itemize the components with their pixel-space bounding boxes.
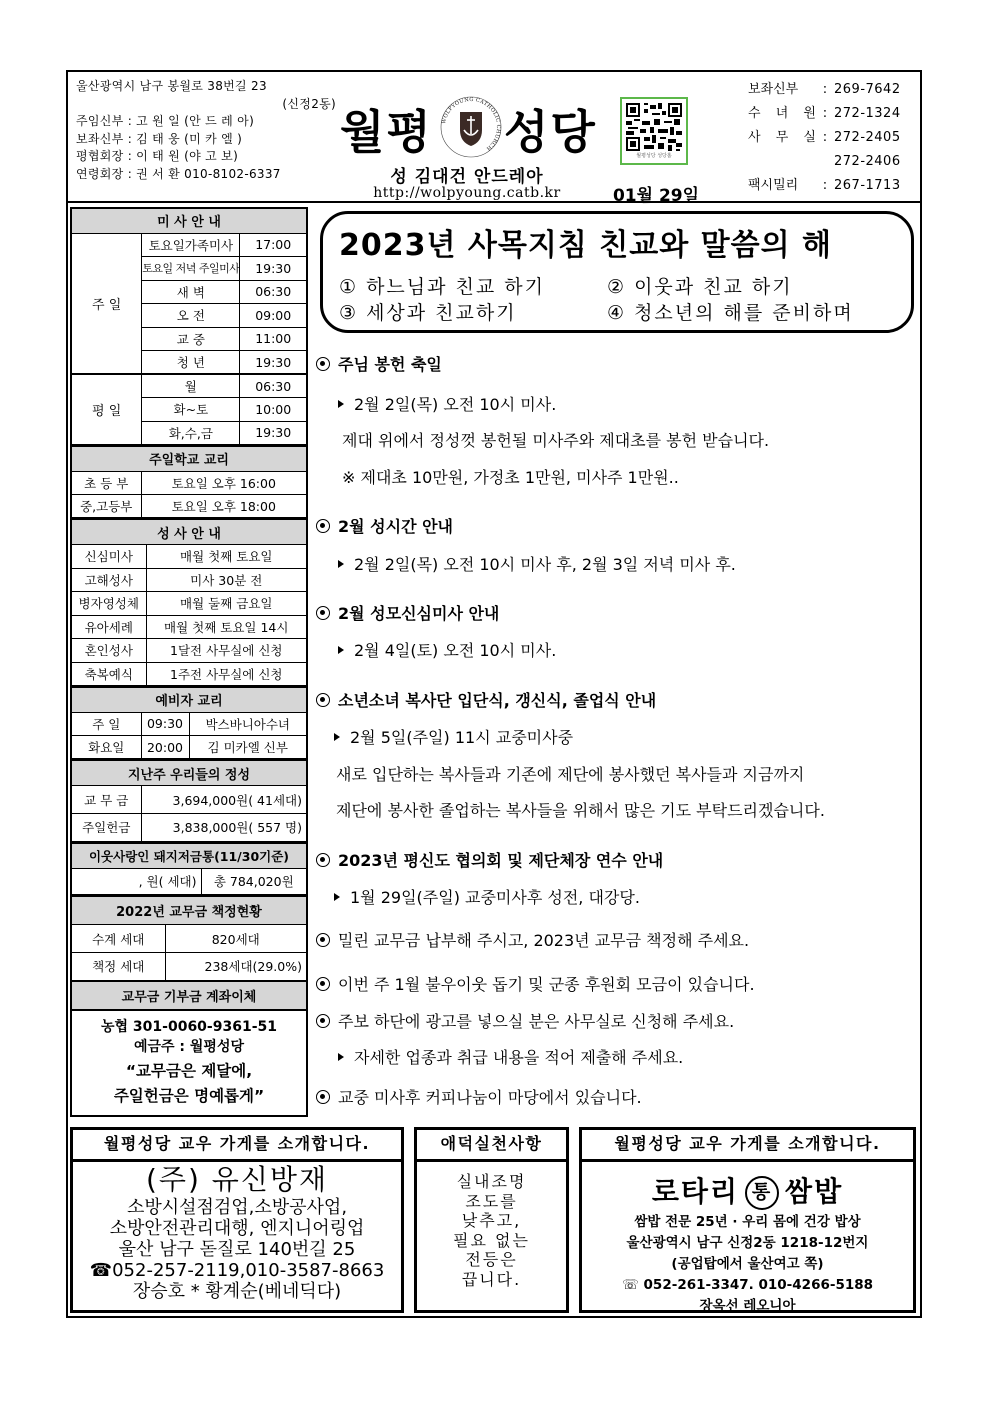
notice-line: 밀린 교무금 납부해 주시고, 2023년 교무금 책정해 주세요. <box>316 928 749 951</box>
sacrament-info: 매월 둘째 금요일 <box>146 592 307 616</box>
notice-detail: 2월 4일(토) 오전 10시 미사. <box>338 638 556 661</box>
sacrament-name: 신심미사 <box>71 545 146 569</box>
bullet-icon <box>316 357 330 371</box>
contact-row: 수 녀 원 : 272-1324 <box>748 106 901 121</box>
mass-time: 09:00 <box>240 304 307 328</box>
tithe-label: 수계 세대 <box>71 925 165 953</box>
class-teacher: 김 미카엘 신부 <box>189 736 307 760</box>
sacrament-name: 고해성사 <box>71 568 146 592</box>
ad-yusin-fire-safety <box>70 1127 404 1313</box>
sacraments-table <box>70 519 308 687</box>
notice-text: 제대 위에서 정성껏 봉헌될 미사주와 제대초를 봉헌 받습니다. <box>342 431 770 450</box>
slogan-line: 주일헌금은 명예롭게” <box>113 1086 265 1105</box>
class-teacher: 박스바니아수녀 <box>189 712 307 736</box>
mass-name: 새 벽 <box>142 280 240 304</box>
masthead <box>336 82 598 202</box>
class-time: 09:30 <box>141 712 189 736</box>
mass-name: 토요일가족미사 <box>142 233 240 257</box>
mass-name: 오 전 <box>142 304 240 328</box>
ad-line: (공업탑에서 울산여고 쪽) <box>671 1256 824 1272</box>
qr-caption: 월평성당 성당홈 <box>636 153 672 159</box>
notice-line: 이번 주 1월 불우이웃 돕기 및 군종 후원회 모금이 있습니다. <box>316 972 755 995</box>
tithe-status-table <box>70 896 308 1011</box>
ad-line: 소방안전관리대행, 엔지니어링업 <box>109 1218 365 1239</box>
contact-numbers <box>748 78 918 198</box>
ad-address: 울산광역시 남구 신정2동 1218-12번지 <box>626 1235 869 1251</box>
bullet-icon <box>316 853 330 867</box>
notice-text: ※ 제대초 10만원, 가정초 1만원, 미사주 1만원.. <box>342 468 679 487</box>
bullet-icon <box>316 1090 330 1104</box>
bullet-icon <box>316 977 330 991</box>
mass-name: 토요일 저녁 주일미사 <box>142 257 240 281</box>
mass-schedule-table <box>70 207 308 446</box>
offering-name: 주일헌금 <box>71 814 141 842</box>
notice-detail: 2월 5일(주일) 11시 교중미사중 <box>334 725 573 748</box>
sacrament-name: 축복예식 <box>71 662 146 686</box>
sacrament-info: 매월 첫째 토요일 <box>146 545 307 569</box>
ad-header: 월평성당 교우 가게를 소개합니다. <box>73 1130 401 1162</box>
pastoral-goal: ④ 청소년의 해를 준비하며 <box>607 302 854 324</box>
bank-account-number: 농협 301-0060-9361-51 <box>101 1018 277 1035</box>
title-right: 성당 <box>504 105 597 159</box>
class-name: 중,고등부 <box>71 495 141 519</box>
account-holder: 예금주 : 월평성당 <box>133 1038 244 1055</box>
parish-info <box>76 78 336 183</box>
mass-schedule-title: 미 사 안 내 <box>71 208 307 233</box>
qr-code-icon <box>626 103 682 151</box>
tithe-status-title: 2022년 교무금 책정현황 <box>71 897 307 925</box>
ad-line: 쌈밥 전문 25년 · 우리 몸에 건강 밥상 <box>634 1214 861 1230</box>
contact-row: 사 무 실 : 272-2405 <box>748 130 901 145</box>
class-time: 토요일 오후 16:00 <box>141 471 307 495</box>
sunday-school-title: 주일학교 교리 <box>71 446 307 471</box>
mass-time: 06:30 <box>240 374 307 398</box>
bullet-icon <box>316 1014 330 1028</box>
ad-owner: 장옥선 레오니아 <box>699 1298 796 1314</box>
offering-amount: 3,838,000원( 557 명) <box>141 814 307 842</box>
notice-detail: 2월 2일(목) 오전 10시 미사 후, 2월 3일 저녁 미사 후. <box>338 552 736 575</box>
sidebar <box>70 207 308 1117</box>
staff-row: 보좌신부 : 김 태 웅 (미 카 엘 ) <box>76 131 243 146</box>
class-day: 화요일 <box>71 736 141 760</box>
mass-time: 17:00 <box>240 233 307 257</box>
offering-table <box>70 760 308 843</box>
notice-heading: 2월 성시간 안내 <box>316 514 453 537</box>
tithe-value: 820세대 <box>165 925 307 953</box>
class-day: 주 일 <box>71 712 141 736</box>
sunday-school-table <box>70 446 308 520</box>
notice-line: 교중 미사후 커피나눔이 마당에서 있습니다. <box>316 1085 642 1108</box>
offering-amount: 3,694,000원( 41세대) <box>141 786 307 814</box>
class-time: 토요일 오후 18:00 <box>141 495 307 519</box>
mass-name: 교 중 <box>142 327 240 351</box>
weekday-label: 평 일 <box>71 374 142 445</box>
parish-address: 울산광역시 남구 봉월로 38번길 23 <box>76 79 267 93</box>
mass-time: 19:30 <box>240 257 307 281</box>
pastoral-goal: ① 하느님과 친교 하기 <box>339 276 545 298</box>
notice-detail: 2월 2일(목) 오전 10시 미사. <box>338 392 556 415</box>
bulletin-date: 01월 29일 <box>612 186 700 206</box>
pastoral-goal: ③ 세상과 친교하기 <box>339 302 517 324</box>
staff-row: 주임신부 : 고 원 일 (안 드 레 아) <box>76 114 255 128</box>
charity-practice-box <box>414 1127 569 1313</box>
notice-heading: 2023년 평신도 협의회 및 제단체장 연수 안내 <box>316 848 663 871</box>
offering-name: 교 무 금 <box>71 786 141 814</box>
ad-line: 소방시설점검업,소방공사업, <box>126 1197 348 1218</box>
sacrament-info: 미사 30분 전 <box>146 568 307 592</box>
slogan-line: “교무금은 제달에, <box>125 1061 253 1080</box>
tithe-label: 책정 세대 <box>71 953 165 981</box>
triangle-bullet-icon <box>338 400 344 408</box>
mass-time: 06:30 <box>240 280 307 304</box>
notice-heading: 2월 성모신심미사 안내 <box>316 601 499 624</box>
staff-row: 평협회장 : 이 태 원 (야 고 보) <box>76 149 239 163</box>
sacrament-name: 혼인성사 <box>71 639 146 663</box>
offering-title: 지난주 우리들의 정성 <box>71 761 307 786</box>
sacrament-info: 매월 첫째 토요일 14시 <box>146 615 307 639</box>
charity-practice-text: 실내조명 조도를 낮추고, 필요 없는 전등은 끕니다. <box>453 1172 530 1289</box>
ad-address: 울산 남구 돋질로 140번길 25 <box>118 1239 356 1260</box>
mass-name: 화,수,금 <box>142 421 240 445</box>
sunday-label: 주 일 <box>71 233 142 374</box>
notice-heading: 주님 봉헌 축일 <box>316 352 442 375</box>
mass-time: 10:00 <box>240 398 307 422</box>
bullet-icon <box>316 519 330 533</box>
ad-business-name: 로타리 통 쌈밥 <box>651 1175 844 1208</box>
piggy-bank-households: , 원( 세대) <box>71 868 201 895</box>
bullet-icon <box>316 693 330 707</box>
tithe-value: 238세대(29.0%) <box>165 953 307 981</box>
sacrament-info: 1주전 사무실에 신청 <box>146 662 307 686</box>
ad-phone: ☎052-257-2119,010-3587-8663 <box>89 1260 385 1281</box>
sacrament-info: 1달전 사무실에 신청 <box>146 639 307 663</box>
title-left: 월평 <box>340 105 433 159</box>
pastoral-theme-banner <box>320 211 914 333</box>
piggy-bank-title: 이웃사랑인 돼지저금통(11/30기준) <box>71 843 307 868</box>
sacraments-title: 성 사 안 내 <box>71 520 307 545</box>
contact-row: 272-2406 <box>834 154 901 169</box>
notice-text: 새로 입단하는 복사들과 기존에 제단에 봉사했던 복사들과 지금까지 <box>336 765 805 784</box>
notice-detail: 자세한 업종과 취급 내용을 적어 제출해 주세요. <box>338 1045 683 1068</box>
class-time: 20:00 <box>141 736 189 760</box>
triangle-bullet-icon <box>334 733 340 741</box>
ad-business-name: (주) 유신방재 <box>146 1163 328 1196</box>
bulletin-header <box>66 70 922 206</box>
notice-line: 주보 하단에 광고를 넣으실 분은 사무실로 신청해 주세요. <box>316 1009 734 1032</box>
ad-header: 월평성당 교우 가게를 소개합니다. <box>582 1130 913 1162</box>
sacrament-name: 유아세례 <box>71 615 146 639</box>
mass-time: 19:30 <box>240 421 307 445</box>
notice-text: 제단에 봉사한 졸업하는 복사들을 위해서 많은 기도 부탁드리겠습니다. <box>336 801 825 820</box>
ad-rotary-ssambap <box>579 1127 916 1313</box>
bullet-icon <box>316 606 330 620</box>
piggy-bank-total: 총 784,020원 <box>201 868 307 895</box>
sacrament-name: 병자영성체 <box>71 592 146 616</box>
piggy-bank-table <box>70 843 308 897</box>
mass-name: 청 년 <box>142 351 240 375</box>
qr-code[interactable] <box>620 97 688 165</box>
parish-website-link[interactable]: http://wolpyoung.catb.kr <box>373 185 561 201</box>
ad-owner: 장승호 * 황계순(베네딕다) <box>132 1281 342 1302</box>
notice-heading: 소년소녀 복사단 입단식, 갱신식, 졸업식 안내 <box>316 688 656 711</box>
mass-time: 19:30 <box>240 351 307 375</box>
mass-name: 월 <box>142 374 240 398</box>
pastoral-goal: ② 이웃과 친교 하기 <box>607 276 793 298</box>
triangle-bullet-icon <box>338 560 344 568</box>
circled-tong-icon: 통 <box>745 1176 779 1210</box>
pastoral-theme-title: 2023년 사목지침 친교와 말씀의 해 <box>339 228 833 263</box>
ad-phone: ☏ 052-261-3347. 010-4266-5188 <box>621 1277 874 1293</box>
triangle-bullet-icon <box>334 893 340 901</box>
notice-detail: 1월 29일(주일) 교중미사후 성전, 대강당. <box>334 885 640 908</box>
contact-row: 보좌신부 : 269-7642 <box>748 82 901 97</box>
church-seal-icon <box>440 96 502 158</box>
bullet-icon <box>316 933 330 947</box>
charity-practice-header: 애덕실천사항 <box>417 1130 566 1162</box>
class-name: 초 등 부 <box>71 471 141 495</box>
mass-time: 11:00 <box>240 327 307 351</box>
parish-address-district: (신정2동) <box>282 96 336 111</box>
bank-account-info <box>70 1011 308 1117</box>
catechumen-table <box>70 687 308 761</box>
mass-name: 화~토 <box>142 398 240 422</box>
triangle-bullet-icon <box>338 646 344 654</box>
triangle-bullet-icon <box>338 1053 344 1061</box>
contact-row: 팩시밀리 : 267-1713 <box>748 178 901 193</box>
account-title: 교무금 기부금 계좌이체 <box>71 981 307 1010</box>
catechumen-title: 예비자 교리 <box>71 687 307 712</box>
staff-row: 연령회장 : 권 서 환 010-8102-6337 <box>76 166 281 181</box>
svg-text:WOLPYOUNG CATHOLIC CHURCH: WOLPYOUNG CATHOLIC CHURCH <box>441 96 502 152</box>
patron-saint: 성 김대건 안드레아 <box>390 167 544 187</box>
